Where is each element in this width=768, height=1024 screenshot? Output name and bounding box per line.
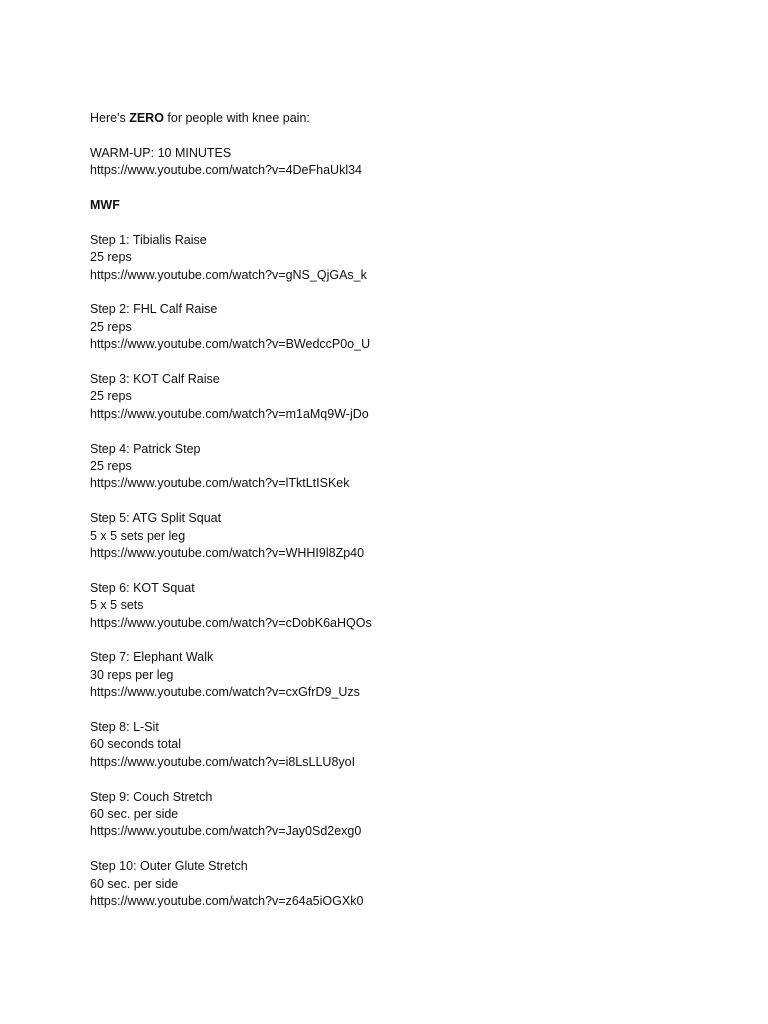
- spacer: [90, 771, 730, 788]
- step-5: [90, 510, 730, 562]
- warmup-block: [90, 145, 730, 180]
- intro-emphasis: ZERO: [129, 111, 164, 125]
- step-link[interactable]: https://www.youtube.com/watch?v=Jay0Sd2exg0: [90, 824, 362, 839]
- step-link[interactable]: https://www.youtube.com/watch?v=WHHI9l8Zp40: [90, 546, 365, 561]
- spacer: [90, 702, 730, 719]
- step-detail: 60 sec. per side: [90, 876, 179, 891]
- step-title: Step 10: Outer Glute Stretch: [90, 859, 248, 874]
- intro-line: [90, 110, 730, 127]
- step-1: [90, 232, 730, 284]
- step-detail: 25 reps: [90, 389, 132, 404]
- intro-prefix: Here's: [90, 111, 130, 125]
- step-4: [90, 441, 730, 493]
- step-detail: 5 x 5 sets per leg: [90, 528, 186, 543]
- step-title: Step 4: Patrick Step: [90, 441, 201, 456]
- spacer: [90, 562, 730, 579]
- spacer: [90, 127, 730, 144]
- step-link[interactable]: https://www.youtube.com/watch?v=cxGfrD9_Uzs: [90, 685, 360, 700]
- spacer: [90, 632, 730, 649]
- step-title: Step 5: ATG Split Squat: [90, 511, 222, 526]
- step-link[interactable]: https://www.youtube.com/watch?v=BWedccP0o_U: [90, 337, 371, 352]
- warmup-link[interactable]: https://www.youtube.com/watch?v=4DeFhaUkl34: [90, 163, 363, 178]
- step-detail: 30 reps per leg: [90, 667, 174, 682]
- spacer: [90, 284, 730, 301]
- step-link[interactable]: https://www.youtube.com/watch?v=lTktLtISKek: [90, 476, 350, 491]
- step-detail: 25 reps: [90, 459, 132, 474]
- step-link[interactable]: https://www.youtube.com/watch?v=z64a5iOGXk0: [90, 894, 364, 909]
- step-title: Step 3: KOT Calf Raise: [90, 372, 220, 387]
- schedule-label: MWF: [90, 198, 120, 212]
- warmup-title: WARM-UP: 10 MINUTES: [90, 145, 232, 160]
- step-title: Step 6: KOT Squat: [90, 580, 195, 595]
- step-7: [90, 649, 730, 701]
- step-title: Step 8: L-Sit: [90, 720, 159, 735]
- step-detail: 5 x 5 sets: [90, 598, 144, 613]
- step-link[interactable]: https://www.youtube.com/watch?v=gNS_QjGAs_k: [90, 267, 367, 282]
- step-title: Step 9: Couch Stretch: [90, 789, 213, 804]
- step-3: [90, 371, 730, 423]
- step-detail: 25 reps: [90, 250, 132, 265]
- step-2: [90, 301, 730, 353]
- step-10: [90, 858, 730, 910]
- spacer: [90, 180, 730, 197]
- step-link[interactable]: https://www.youtube.com/watch?v=cDobK6aHQOs: [90, 615, 372, 630]
- step-link[interactable]: https://www.youtube.com/watch?v=m1aMq9W-jDo: [90, 406, 369, 421]
- step-link[interactable]: https://www.youtube.com/watch?v=i8LsLLU8yoI: [90, 754, 356, 769]
- step-title: Step 7: Elephant Walk: [90, 650, 214, 665]
- step-detail: 25 reps: [90, 319, 132, 334]
- step-9: [90, 789, 730, 841]
- step-title: Step 1: Tibialis Raise: [90, 232, 207, 247]
- spacer: [90, 214, 730, 231]
- step-6: [90, 580, 730, 632]
- spacer: [90, 354, 730, 371]
- step-title: Step 2: FHL Calf Raise: [90, 302, 218, 317]
- spacer: [90, 423, 730, 440]
- spacer: [90, 493, 730, 510]
- document-page: [90, 110, 730, 911]
- step-detail: 60 sec. per side: [90, 807, 179, 822]
- step-detail: 60 seconds total: [90, 737, 182, 752]
- intro-suffix: for people with knee pain:: [163, 111, 310, 125]
- step-8: [90, 719, 730, 771]
- spacer: [90, 841, 730, 858]
